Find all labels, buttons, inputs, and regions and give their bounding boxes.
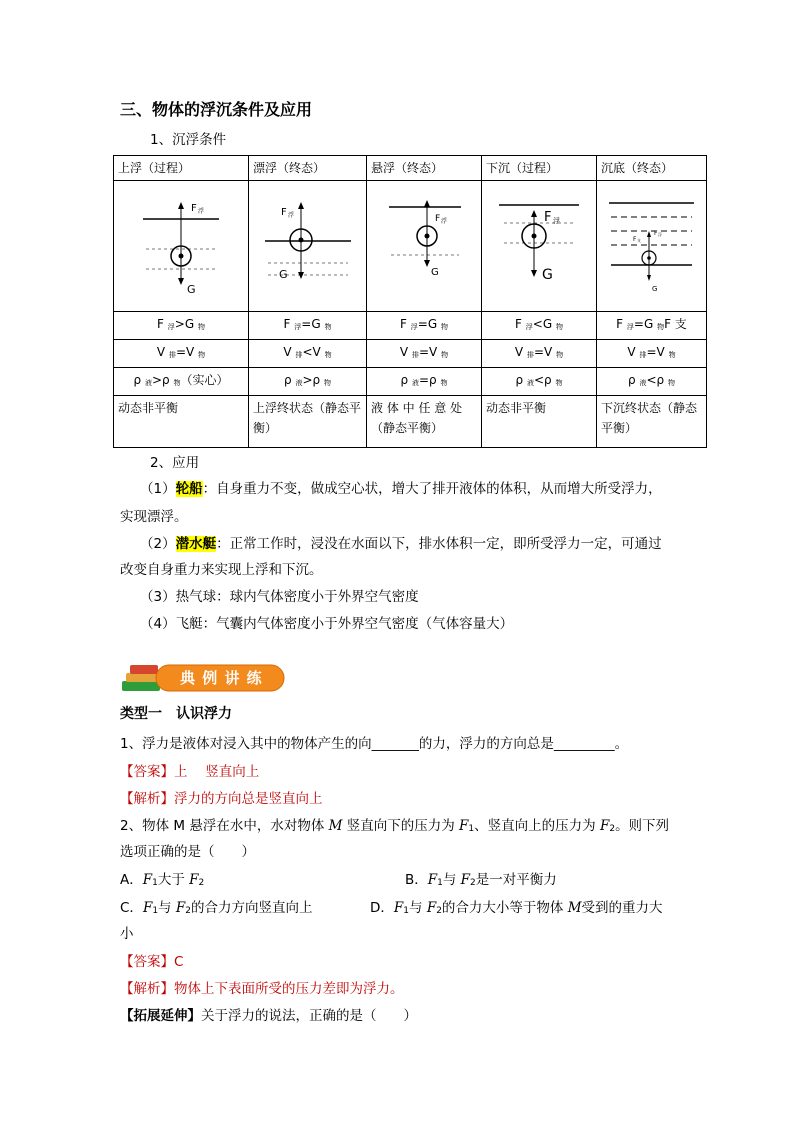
buoyancy-label: F (280, 207, 287, 218)
header-cell: 上浮（过程） (114, 156, 249, 181)
state-cell: 下沉终状态（静态平衡） (597, 396, 707, 448)
q1-answer: 【答案】上 竖直向上 (120, 764, 260, 780)
volume-cell: V 排=V 物 (482, 340, 597, 368)
force-cell: F 浮=G 物F 支 (597, 312, 707, 340)
app-submarine-cont: 改变自身重力来实现上浮和下沉。 (120, 562, 323, 578)
buoyancy-label: F (435, 214, 441, 224)
app-airship: （4）飞艇：气囊内气体密度小于外界空气密度（气体容量大） (140, 616, 514, 632)
buoyancy-label: F (654, 230, 658, 237)
suspended-diagram (369, 183, 479, 303)
support-sub: 支 (637, 238, 641, 243)
state-cell: 动态非平衡 (482, 396, 597, 448)
option-d-cont: 小 (120, 926, 134, 942)
diagram-sinking-cell (482, 181, 597, 312)
floating-diagram (253, 183, 363, 303)
buoyancy-sub: 浮 (658, 232, 662, 237)
header-cell: 沉底（终态） (597, 156, 707, 181)
gravity-label: G (652, 285, 658, 293)
bottom-diagram (599, 183, 704, 303)
density-cell: ρ 液=ρ 物 (367, 368, 482, 396)
table-header-row (114, 156, 707, 181)
header-cell: 漂浮（终态） (249, 156, 367, 181)
q2-answer: 【答案】C (120, 954, 184, 970)
diagram-rising-cell (114, 181, 249, 312)
state-cell: 动态非平衡 (114, 396, 249, 448)
density-cell: ρ 液<ρ 物 (482, 368, 597, 396)
density-cell: ρ 液<ρ 物 (597, 368, 707, 396)
subsection-conditions: 1、沉浮条件 (150, 132, 227, 148)
gravity-label: G (278, 268, 288, 281)
subsection-applications: 2、应用 (150, 455, 200, 471)
type-one-heading: 类型一 认识浮力 (120, 706, 232, 722)
gravity-label: G (187, 283, 196, 296)
volume-cell: V 排=V 物 (597, 340, 707, 368)
app-submarine: （2）潜水艇：正常工作时，浸没在水面以下，排水体积一定，即所受浮力一定，可通过 (140, 536, 662, 552)
section-title: 三、物体的浮沉条件及应用 (120, 100, 313, 119)
buoyancy-sub: 浮 (553, 217, 560, 225)
force-row (114, 312, 707, 340)
gravity-label: G (542, 267, 553, 283)
q1-analysis: 【解析】浮力的方向总是竖直向上 (120, 791, 323, 807)
diagram-bottom-cell (597, 181, 707, 312)
density-cell: ρ 液>ρ 物 (249, 368, 367, 396)
sinking-diagram (484, 183, 594, 303)
option-d: D．F1与 F2的合力大小等于物体 M受到的重力大 (370, 900, 663, 916)
force-cell: F 浮=G 物 (249, 312, 367, 340)
sink-float-conditions-table (113, 155, 707, 448)
option-b: B．F1与 F2是一对平衡力 (405, 872, 557, 888)
density-cell: ρ 液>ρ 物（实心） (114, 368, 249, 396)
force-cell: F 浮>G 物 (114, 312, 249, 340)
option-a: A．F1大于 F2 (120, 872, 205, 888)
app-ship-cont: 实现漂浮。 (120, 509, 188, 525)
q2-analysis: 【解析】物体上下表面所受的压力差即为浮力。 (120, 981, 404, 997)
gravity-label: G (431, 267, 439, 278)
buoyancy-label: F (544, 210, 552, 225)
diagram-suspended-cell (367, 181, 482, 312)
question-2: 2、物体 M 悬浮在水中，水对物体 M 竖直向下的压力为 F1、竖直向上的压力为 F2。则下列 (120, 818, 670, 834)
buoyancy-sub: 浮 (287, 212, 294, 219)
force-cell: F 浮<G 物 (482, 312, 597, 340)
example-banner (120, 661, 288, 695)
state-cell: 上浮终状态（静态平衡） (249, 396, 367, 448)
header-cell: 悬浮（终态） (367, 156, 482, 181)
banner-title: 典 例 讲 练 (180, 669, 263, 687)
extension-question: 【拓展延伸】关于浮力的说法，正确的是（ ） (120, 1008, 417, 1024)
volume-cell: V 排=V 物 (367, 340, 482, 368)
question-2-cont: 选项正确的是（ ） (120, 844, 255, 860)
volume-cell: V 排=V 物 (114, 340, 249, 368)
state-row (114, 396, 707, 448)
header-cell: 下沉（过程） (482, 156, 597, 181)
buoyancy-label: F (191, 203, 197, 214)
density-row (114, 368, 707, 396)
volume-cell: V 排<V 物 (249, 340, 367, 368)
volume-row (114, 340, 707, 368)
force-cell: F 浮=G 物 (367, 312, 482, 340)
buoyancy-sub: 浮 (198, 208, 205, 215)
buoyancy-sub: 浮 (441, 218, 448, 225)
question-1: 1、浮力是液体对浸入其中的物体产生的向_______的力，浮力的方向总是_________。 (120, 736, 629, 752)
option-c: C．F1与 F2的合力方向竖直向上 (120, 900, 313, 916)
diagram-floating-cell (249, 181, 367, 312)
app-ship: （1）轮船：自身重力不变，做成空心状，增大了排开液体的体积，从而增大所受浮力， (140, 481, 662, 497)
app-balloon: （3）热气球：球内气体密度小于外界空气密度 (140, 589, 419, 605)
rising-diagram (121, 183, 241, 303)
support-label: F (633, 236, 637, 243)
diagram-row (114, 181, 707, 312)
state-cell: 液 体 中 任 意 处（静态平衡） (367, 396, 482, 448)
